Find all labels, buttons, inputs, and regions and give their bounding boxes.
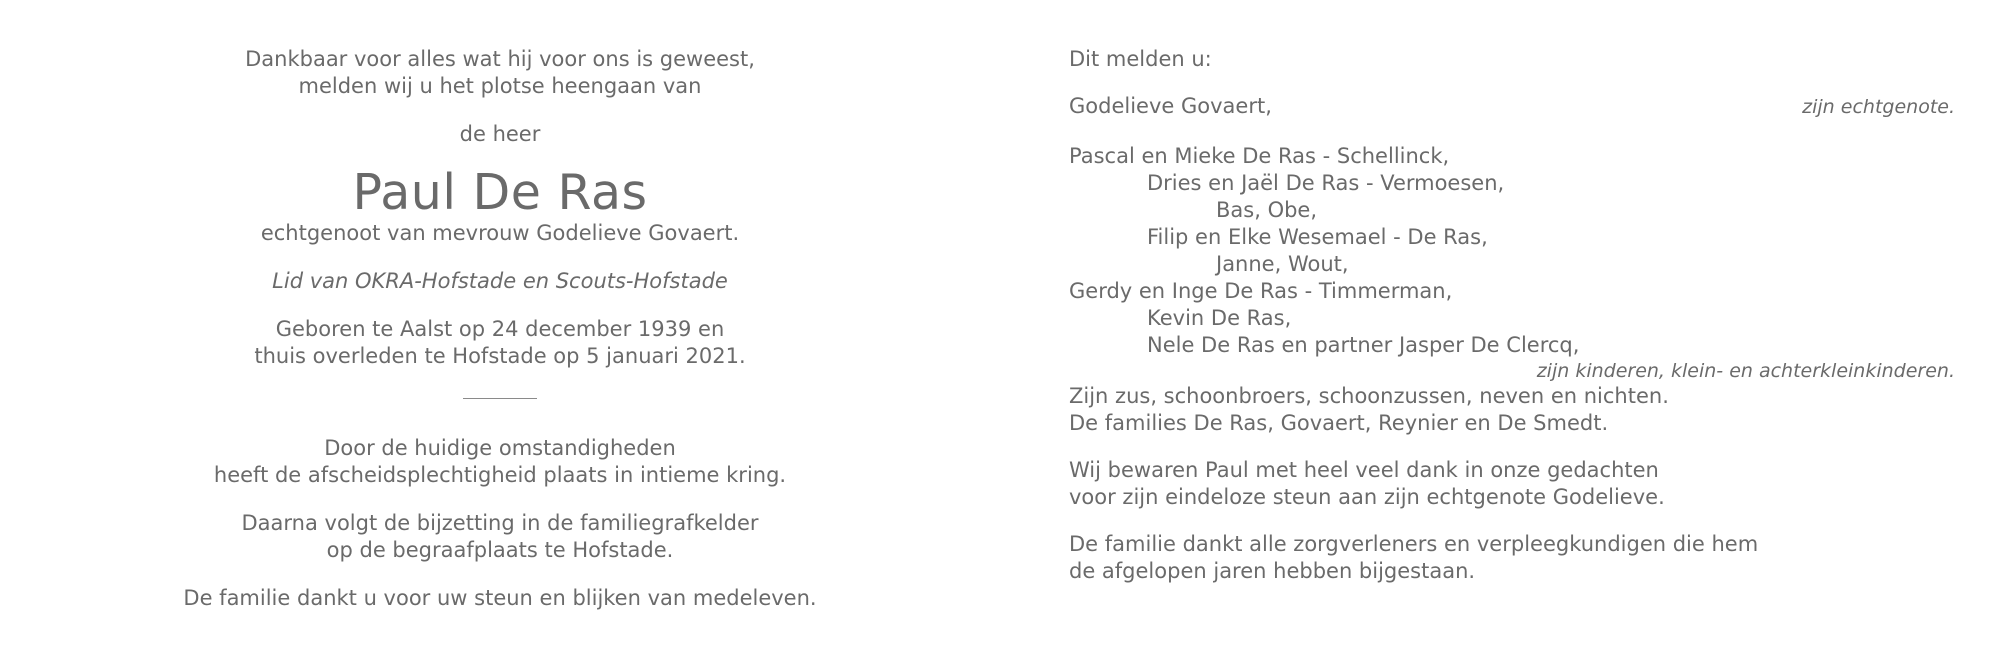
died-line: thuis overleden te Hofstade op 5 januari 2021. xyxy=(254,344,746,368)
announcement-right-column xyxy=(1069,46,1955,585)
intro-line: Dankbaar voor alles wat hij voor ons is geweest, xyxy=(245,47,755,71)
thanks-paragraph xyxy=(150,585,850,612)
family-member: Bas, Obe, xyxy=(1216,198,1318,222)
divider-line xyxy=(463,398,537,399)
care-line: De familie dankt alle zorgverleners en verpleegkundigen die hem xyxy=(1069,532,1759,556)
spouse-row xyxy=(1069,93,1955,121)
spouse-name: Godelieve Govaert, xyxy=(1069,94,1272,118)
membership-paragraph xyxy=(150,268,850,295)
spouse-role: zijn echtgenote. xyxy=(1802,96,1955,118)
memory-line: Wij bewaren Paul met heel veel dank in onze gedachten xyxy=(1069,458,1659,482)
care-line: de afgelopen jaren hebben bijgestaan. xyxy=(1069,559,1476,583)
deceased-name: Paul De Ras xyxy=(352,164,648,221)
thanks-line: De familie dankt u voor uw steun en blijken van medeleven. xyxy=(183,586,817,610)
family-member: Janne, Wout, xyxy=(1216,252,1349,276)
family-member: Filip en Elke Wesemael - De Ras, xyxy=(1147,225,1488,249)
families-line: De families De Ras, Govaert, Reynier en De Smedt. xyxy=(1069,411,1609,435)
burial-line: Daarna volgt de bijzetting in de familiegrafkelder xyxy=(241,511,759,535)
family-member: Dries en Jaël De Ras - Vermoesen, xyxy=(1147,171,1505,195)
siblings-line: Zijn zus, schoonbroers, schoonzussen, neven en nichten. xyxy=(1069,384,1669,408)
ceremony-paragraph xyxy=(150,435,850,489)
title-prefix: de heer xyxy=(459,122,541,146)
announcement-left-column xyxy=(150,46,850,612)
family-list xyxy=(1069,143,1955,383)
intro-line: melden wij u het plotse heengaan van xyxy=(298,74,702,98)
family-member: Nele De Ras en partner Jasper De Clercq, xyxy=(1147,333,1580,357)
memory-paragraph xyxy=(1069,457,1955,511)
family-member: Pascal en Mieke De Ras - Schellinck, xyxy=(1069,144,1450,168)
care-paragraph xyxy=(1069,531,1955,585)
membership-line: Lid van OKRA-Hofstade en Scouts-Hofstade xyxy=(272,269,728,293)
family-role: zijn kinderen, klein- en achterkleinkinderen. xyxy=(1536,360,1955,382)
intro-paragraph xyxy=(150,46,850,100)
spouse-paragraph xyxy=(150,220,850,247)
burial-paragraph xyxy=(150,510,850,564)
burial-line: op de begraafplaats te Hofstade. xyxy=(326,538,674,562)
ceremony-line: heeft de afscheidsplechtigheid plaats in intieme kring. xyxy=(213,463,787,487)
birth-death-paragraph xyxy=(150,316,850,370)
family-member: Kevin De Ras, xyxy=(1147,306,1292,330)
ceremony-line: Door de huidige omstandigheden xyxy=(324,436,676,460)
mourners-heading: Dit melden u: xyxy=(1069,47,1212,71)
spouse-line: echtgenoot van mevrouw Godelieve Govaert. xyxy=(260,221,740,245)
memory-line: voor zijn eindeloze steun aan zijn echtgenote Godelieve. xyxy=(1069,485,1665,509)
born-line: Geboren te Aalst op 24 december 1939 en xyxy=(275,317,725,341)
family-member: Gerdy en Inge De Ras - Timmerman, xyxy=(1069,279,1453,303)
